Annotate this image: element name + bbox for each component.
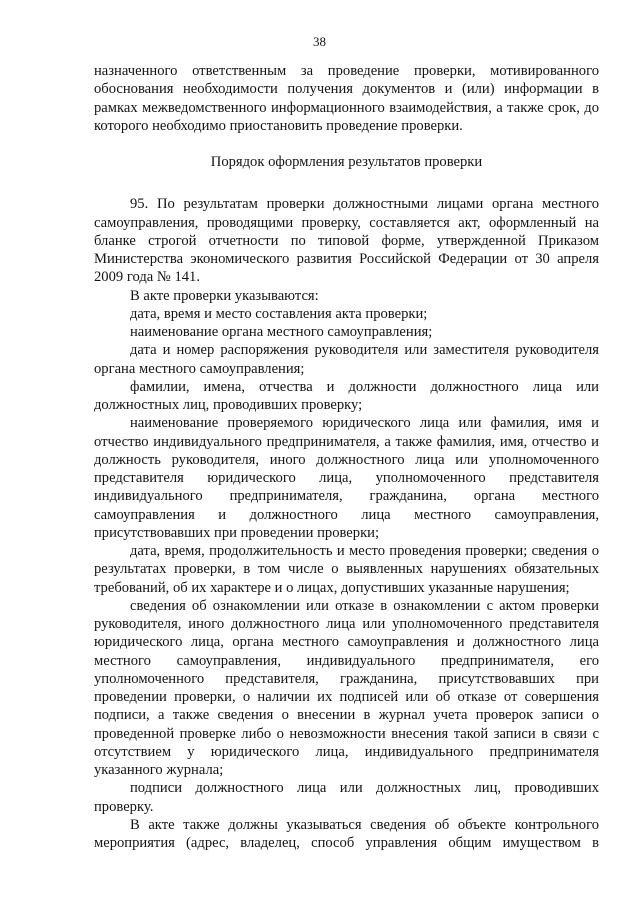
section-heading: Порядок оформления результатов проверки bbox=[210, 154, 483, 170]
act-object-info: В акте также должны указываться сведения об объекте контрольного мероприятия (адрес, владелец, способ управления общим имуществом в bbox=[94, 816, 599, 851]
document-body bbox=[94, 62, 599, 852]
act-contents-lead: В акте проверки указываются: bbox=[130, 287, 319, 304]
paragraph-95: 95. По результатам проверки должностными лицами органа местного самоуправления, проводящими проверку, составляется акт, оформленный на бланке строгой отчетности по типовой форме, утвержденной Приказом Министерства экономического развития Российской Федерации от 30 апреля 2009 года № 141. bbox=[94, 196, 599, 286]
act-item-order: дата и номер распоряжения руководителя или заместителя руководителя органа местного самоуправления; bbox=[94, 342, 599, 377]
act-item-inspectors: фамилии, имена, отчества и должности должностного лица или должностных лиц, проводивших проверку; bbox=[94, 378, 599, 413]
act-item-authority-name: наименование органа местного самоуправления; bbox=[130, 324, 433, 340]
act-item-acquaintance: сведения об ознакомлении или отказе в ознакомлении с актом проверки руководителя, иного должностного лица или уполномоченного представителя юридического лица, органа местного самоуправления и должностного лица местного самоуправления, индивидуального предпринимателя, его уполномоченного представителя, гражданина, присутствовавших при проведении проверки, о наличии их подписей или об отказе от совершения подписи, а также сведения о внесении в журнал учета проверок записи о проведенной проверке либо о невозможности внесения такой записи в связи с отсутствием у юридического лица, индивидуального предпринимателя указанного журнала; bbox=[94, 597, 599, 778]
act-item-inspected-entity: наименование проверяемого юридического лица или фамилия, имя и отчество индивидуального предпринимателя, а также фамилия, имя, отчество и должность руководителя, иного должностного лица или уполномоченного представителя юридического лица, уполномоченного представителя индивидуального предпринимателя, гражданина, органа местного самоуправления и должностного лица местного самоуправления, присутствовавших при проведении проверки; bbox=[94, 415, 599, 541]
act-item-results: дата, время, продолжительность и место проведения проверки; сведения о результатах проверки, в том числе о выявленных нарушениях обязательных требований, об их характере и о лицах, допустивших указанные нарушения; bbox=[94, 543, 599, 596]
act-item-signatures: подписи должностного лица или должностных лиц, проводивших проверку. bbox=[94, 780, 599, 815]
page-number: 38 bbox=[313, 34, 326, 49]
intro-paragraph: назначенного ответственным за проведение проверки, мотивированного обоснования необходимости получения документов и (или) информации в рамках межведомственного информационного взаимодействия, а также срок, до которого необходимо приостановить проведение проверки. bbox=[94, 63, 599, 134]
act-item-date-place: дата, время и место составления акта проверки; bbox=[130, 305, 428, 322]
